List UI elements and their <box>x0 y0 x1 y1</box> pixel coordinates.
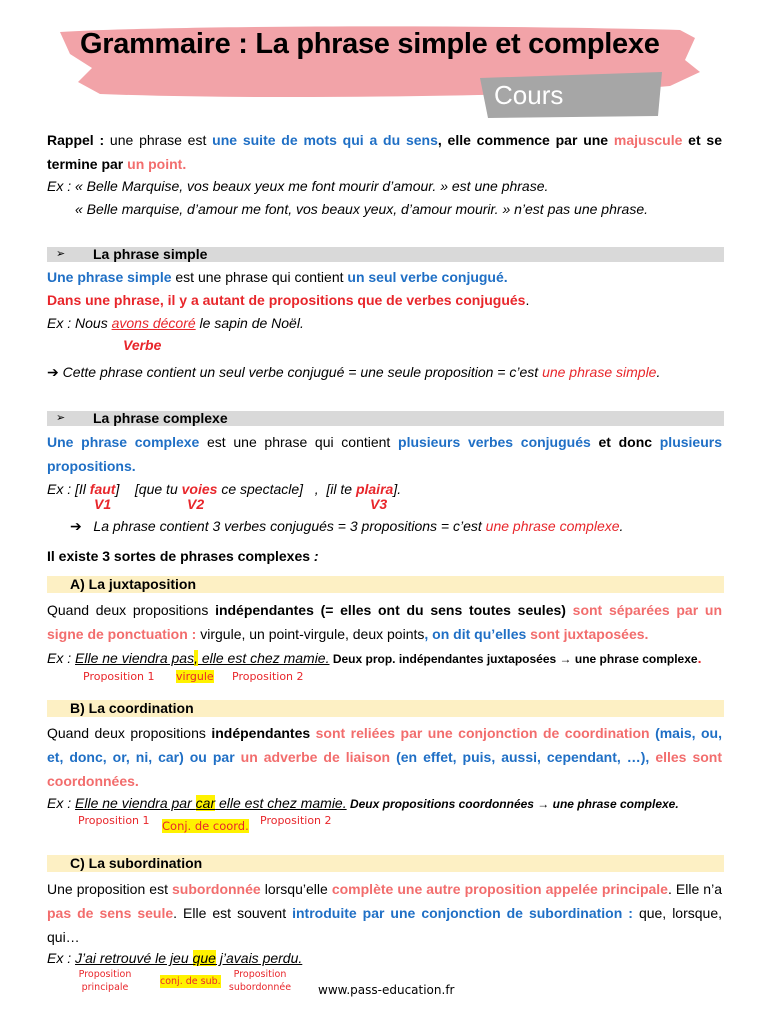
subordination-paragraph: Une proposition est subordonnée lorsqu’elle complète une autre proposition appelée principale. Elle n’a pas de sens seule. Elle est souvent introduite par une conjonction de subordination : que, lorsque, qui… <box>47 881 722 945</box>
simple-conclusion: ➔ Cette phrase contient un seul verbe conjugué = une seule proposition = c’est une phrase simple. <box>47 364 661 380</box>
juxtaposition-paragraph: Quand deux propositions indépendantes (= elles ont du sens toutes seules) sont séparées par un signe de ponctuation : virgule, un point-virgule, deux points, on dit qu’elles sont juxtaposées. <box>47 602 722 642</box>
complexe-definition: Une phrase complexe est une phrase qui contient plusieurs verbes conjugués et donc plusieurs propositions. <box>47 434 722 474</box>
subsection-heading-coordination: B) La coordination <box>70 700 194 716</box>
label-conj-coord: Conj. de coord. <box>162 819 249 833</box>
label-proposition-principale: Proposition principale <box>78 969 132 993</box>
label-proposition-2: Proposition 2 <box>232 670 304 683</box>
rappel-example-2: « Belle marquise, d’amour me font, vos beaux yeux, d’amour mourir. » n’est pas une phrase. <box>75 201 648 217</box>
label-proposition-subordonnee: Proposition subordonnée <box>228 969 292 993</box>
complexe-example: Ex : [Il faut] [que tu voies ce spectacle] , [il te plaira]. <box>47 481 402 497</box>
rappel-paragraph: Rappel : une phrase est une suite de mots qui a du sens, elle commence par une majuscule et se termine par un point. <box>47 132 722 172</box>
verb-label-v2: V2 <box>187 496 205 512</box>
coordination-example: Ex : Elle ne viendra par car elle est chez mamie. Deux propositions coordonnées → une phrase complexe. <box>47 795 679 811</box>
verb-label-v3: V3 <box>370 496 388 512</box>
coordination-paragraph: Quand deux propositions indépendantes sont reliées par une conjonction de coordination (mais, ou, et, donc, or, ni, car) ou par un adverbe de liaison (en effet, puis, aussi, cependant, …), elles sont coordonnées. <box>47 725 723 789</box>
cours-badge: Cours <box>494 80 564 110</box>
section-heading-complexe: La phrase complexe <box>93 410 228 426</box>
subordination-example: Ex : J’ai retrouvé le jeu que j’avais perdu. <box>47 950 303 966</box>
bullet-arrow-icon: ➢ <box>56 412 66 424</box>
label-virgule: virgule <box>176 670 214 683</box>
label-conj-sub: conj. de sub. <box>160 976 221 987</box>
section-heading-simple: La phrase simple <box>93 246 208 262</box>
verb-label-v1: V1 <box>94 496 112 512</box>
juxtaposition-example: Ex : Elle ne viendra pas, elle est chez mamie. Deux prop. indépendantes juxtaposées → une phrase complexe. <box>47 650 702 666</box>
arrow-right-icon: ➔ <box>47 364 59 380</box>
label-proposition-1: Proposition 1 <box>78 814 150 827</box>
rappel-example-1: Ex : « Belle Marquise, vos beaux yeux me font mourir d’amour. » est une phrase. <box>47 178 549 194</box>
label-proposition-2: Proposition 2 <box>260 814 332 827</box>
bullet-arrow-icon: ➢ <box>56 248 66 260</box>
sortes-intro: Il existe 3 sortes de phrases complexes : <box>47 548 319 564</box>
complexe-conclusion: ➔ La phrase contient 3 verbes conjugués = 3 propositions = c’est une phrase complexe. <box>70 518 624 534</box>
simple-rule: Dans une phrase, il y a autant de propositions que de verbes conjugués. <box>47 292 530 308</box>
simple-definition: Une phrase simple est une phrase qui contient un seul verbe conjugué. <box>47 269 508 285</box>
footer-website-link[interactable]: www.pass-education.fr <box>318 983 455 997</box>
arrow-right-icon: ➔ <box>70 518 82 534</box>
subsection-heading-subordination: C) La subordination <box>70 855 203 871</box>
verb-label: Verbe <box>123 337 162 353</box>
page-title: Grammaire : La phrase simple et complexe <box>80 28 660 60</box>
subsection-heading-juxtaposition: A) La juxtaposition <box>70 576 196 592</box>
simple-example: Ex : Nous avons décoré le sapin de Noël. <box>47 315 304 331</box>
label-proposition-1: Proposition 1 <box>83 670 155 683</box>
